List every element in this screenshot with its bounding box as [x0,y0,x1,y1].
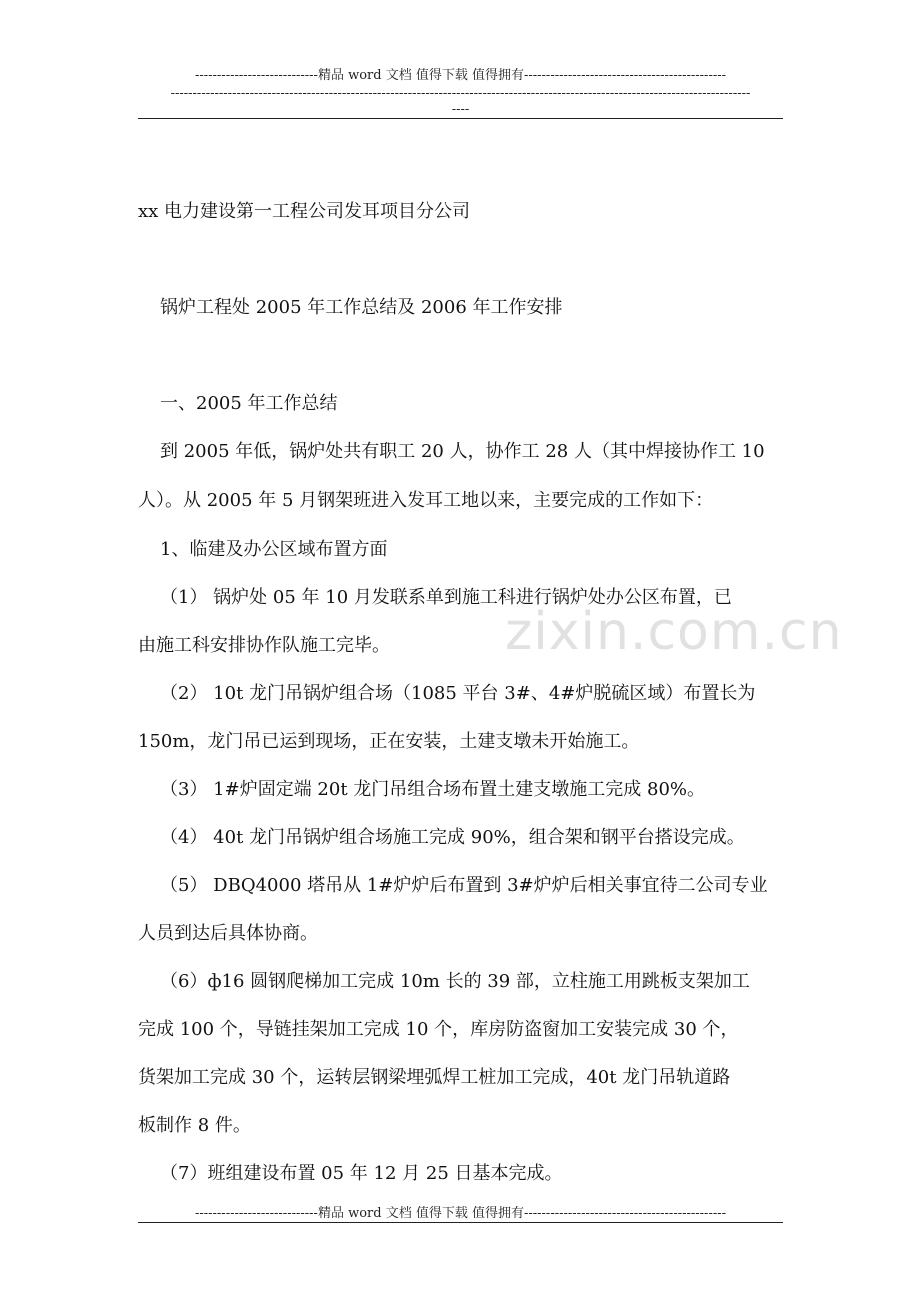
section-heading: 一、2005 年工作总结 [160,393,338,414]
header-line-3: ---- [451,102,470,117]
company-name: xx 电力建设第一工程公司发耳项目分公司 [138,201,471,222]
paragraph-line: 人）。从 2005 年 5 月钢架班进入发耳工地以来，主要完成的工作如下： [138,490,714,511]
header-rule [138,118,783,119]
list-item-continued: 板制作 8 件。 [138,1115,251,1136]
header-line-1: ----------------------------精品 word 文档 值得下载 值得拥有---------------------------------------------- [194,68,727,83]
watermark: zixin.com.cn [505,602,843,662]
document-title: 锅炉工程处 2005 年工作总结及 2006 年工作安排 [160,297,563,318]
list-item-continued: 150m，龙门吊已运到现场，正在安装，土建支墩未开始施工。 [138,731,640,752]
list-item: （6）ф16 圆钢爬梯加工完成 10m 长的 39 部，立柱施工用跳板支架加工 [160,971,750,992]
footer-rule [138,1222,783,1223]
subheading: 1、临建及办公区域布置方面 [160,539,388,560]
list-item-continued: 完成 100 个，导链挂架加工完成 10 个，库房防盗窗加工安装完成 30 个， [138,1019,739,1040]
list-item-continued: 人员到达后具体协商。 [138,923,318,944]
paragraph-line: 到 2005 年低，锅炉处共有职工 20 人，协作工 28 人（其中焊接协作工 10 [160,441,765,462]
header-line-2: ------------------------------------------------------------------------------------------------------------------------------------ [170,86,751,101]
list-item: （2） 10t 龙门吊锅炉组合场（1085 平台 3#、4#炉脱硫区域）布置长为 [160,683,756,704]
list-item: （3） 1#炉固定端 20t 龙门吊组合场布置土建支墩施工完成 80%。 [160,779,706,800]
list-item: （7）班组建设布置 05 年 12 月 25 日基本完成。 [160,1163,563,1184]
footer-line: ----------------------------精品 word 文档 值得下载 值得拥有---------------------------------------------- [194,1206,727,1221]
list-item: （4） 40t 龙门吊锅炉组合场施工完成 90%，组合架和钢平台搭设完成。 [160,827,745,848]
list-item: （5） DBQ4000 塔吊从 1#炉炉后布置到 3#炉炉后相关事宜待二公司专业 [160,875,768,896]
list-item-continued: 由施工科安排协作队施工完毕。 [138,635,390,656]
list-item: （1） 锅炉处 05 年 10 月发联系单到施工科进行锅炉处办公区布置，已 [160,587,732,608]
list-item-continued: 货架加工完成 30 个，运转层钢梁埋弧焊工桩加工完成，40t 龙门吊轨道路 [138,1067,731,1088]
